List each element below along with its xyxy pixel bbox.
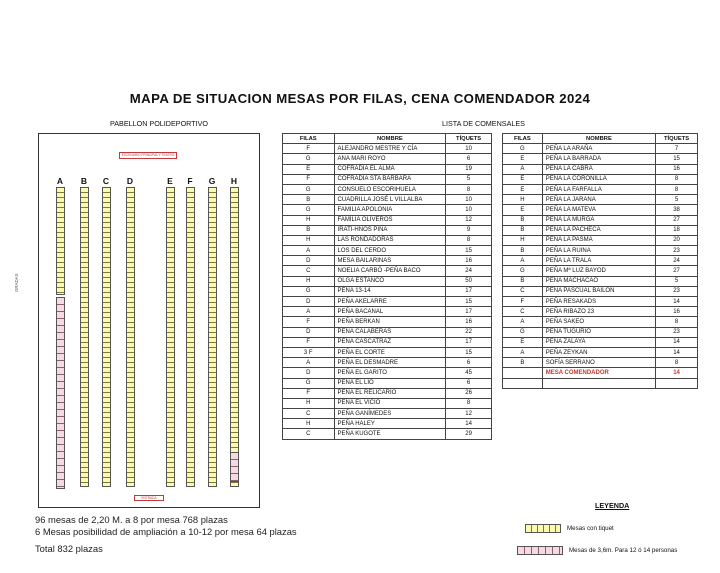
legend-swatch-yellow — [525, 524, 561, 533]
cell-fila: B — [503, 276, 543, 286]
table-row — [503, 174, 698, 184]
table-column-h — [230, 187, 239, 487]
row-letter-a: A — [56, 176, 64, 186]
cell-tiquets: 6 — [446, 358, 492, 368]
cell-nombre: PEÑA BERKAN — [334, 317, 446, 327]
cell-tiquets: 10 — [446, 144, 492, 154]
cell-tiquets: 14 — [656, 337, 698, 347]
header-filas: FILAS — [503, 134, 543, 144]
table-row — [503, 184, 698, 194]
cell-fila: H — [503, 195, 543, 205]
cell-nombre: PEÑA LA PACHECA — [542, 225, 655, 235]
table-row — [503, 144, 698, 154]
table-row — [283, 398, 492, 408]
cell-nombre: FAMILIA APOLONIA — [334, 205, 446, 215]
cell-nombre: PEÑA Mª LUZ BAYOD — [542, 266, 655, 276]
cell-fila: E — [503, 337, 543, 347]
header-tiquets: TÍQUETS — [656, 134, 698, 144]
cell-nombre: ANA MARI ROYO — [334, 154, 446, 164]
cell-nombre: PEÑA LA CABRA — [542, 164, 655, 174]
table-row — [283, 388, 492, 398]
cell-fila: A — [503, 347, 543, 357]
cell-tiquets: 15 — [446, 246, 492, 256]
cell-nombre: NOELIA CARBÓ -PEÑA BACO — [334, 266, 446, 276]
table-row — [503, 358, 698, 368]
table-column-g — [208, 187, 217, 487]
row-letter-g: G — [208, 176, 216, 186]
table-row — [283, 368, 492, 378]
cell-nombre: ALEJANDRO MESTRE Y CÍA — [334, 144, 446, 154]
cell-nombre: PEÑA EL CORTE — [334, 347, 446, 357]
side-label: GRADAS — [14, 273, 19, 292]
cell-tiquets: 27 — [656, 266, 698, 276]
table-row — [283, 429, 492, 439]
cell-fila: C — [283, 409, 335, 419]
cell-tiquets: 8 — [446, 184, 492, 194]
cell-nombre: CONSUELO ESCORIHUELA — [334, 184, 446, 194]
table-row — [283, 276, 492, 286]
table-row — [503, 337, 698, 347]
cell-nombre: SOFÍA SERRANO — [542, 358, 655, 368]
cell-fila: D — [283, 256, 335, 266]
table-row — [503, 256, 698, 266]
table-row — [503, 266, 698, 276]
cell-nombre: PEÑA SAKEO — [542, 317, 655, 327]
table-row — [283, 235, 492, 245]
row-letter-h: H — [230, 176, 238, 186]
cell-nombre: PEÑA HALEY — [334, 419, 446, 429]
table-row — [283, 215, 492, 225]
cell-tiquets: 8 — [656, 358, 698, 368]
page-title: MAPA DE SITUACION MESAS POR FILAS, CENA COMENDADOR 2024 — [129, 91, 591, 106]
legend-item-2: Mesas de 3,6m. Para 12 ó 14 personas — [569, 547, 678, 554]
cell-tiquets: 10 — [446, 195, 492, 205]
cell-nombre: PEÑA GANÍMEDES — [334, 409, 446, 419]
cell-fila: H — [283, 419, 335, 429]
table-row — [283, 225, 492, 235]
list-caption: LISTA DE COMENSALES — [442, 119, 525, 128]
cell-fila: C — [503, 307, 543, 317]
table-row — [503, 286, 698, 296]
cell-tiquets: 15 — [446, 297, 492, 307]
table-row — [503, 378, 698, 388]
cell-tiquets: 24 — [656, 256, 698, 266]
cell-nombre: MESA BAILARINAS — [334, 256, 446, 266]
cell-nombre: MESA COMENDADOR — [542, 368, 655, 378]
cell-nombre: PEÑA RIBAZO 23 — [542, 307, 655, 317]
table-row — [283, 409, 492, 419]
cell-tiquets: 29 — [446, 429, 492, 439]
table-row — [283, 297, 492, 307]
cell-nombre: PEÑA RESAKADS — [542, 297, 655, 307]
table-row — [503, 307, 698, 317]
cell-tiquets: 23 — [656, 246, 698, 256]
cell-nombre: PEÑA EL DESMADRE — [334, 358, 446, 368]
cell-tiquets: 27 — [656, 215, 698, 225]
table-row — [283, 286, 492, 296]
table-row — [503, 276, 698, 286]
row-letter-d: D — [126, 176, 134, 186]
cell-tiquets: 8 — [446, 235, 492, 245]
stage-box: ESCENARIO PRINCIPAL Y TEATRO — [119, 152, 177, 159]
cell-fila: F — [283, 144, 335, 154]
cell-tiquets: 16 — [656, 307, 698, 317]
cell-fila: H — [283, 235, 335, 245]
cell-nombre: PEÑA EL VICIO — [334, 398, 446, 408]
cell-nombre: FAMILIA OLIVEROS — [334, 215, 446, 225]
row-letter-b: B — [80, 176, 88, 186]
cell-tiquets: 38 — [656, 205, 698, 215]
summary-line-3: Total 832 plazas — [35, 543, 103, 554]
cell-nombre: PEÑA LA CORONILLA — [542, 174, 655, 184]
table-row — [283, 184, 492, 194]
cell-fila: H — [283, 215, 335, 225]
cell-tiquets: 7 — [656, 144, 698, 154]
cell-tiquets: 23 — [656, 286, 698, 296]
cell-tiquets: 8 — [656, 174, 698, 184]
cell-tiquets: 16 — [446, 317, 492, 327]
cell-nombre: PEÑA CALABERAS — [334, 327, 446, 337]
table-row — [283, 327, 492, 337]
cell-tiquets: 50 — [446, 276, 492, 286]
table-row — [283, 174, 492, 184]
guest-table-2 — [502, 133, 698, 389]
table-row — [283, 246, 492, 256]
cell-tiquets: 18 — [656, 225, 698, 235]
table-row — [283, 164, 492, 174]
cell-nombre: IRATI-HNOS PINA — [334, 225, 446, 235]
cell-fila: C — [283, 266, 335, 276]
cell-tiquets — [656, 378, 698, 388]
legend — [511, 500, 707, 570]
cell-tiquets: 20 — [656, 235, 698, 245]
table-row — [283, 337, 492, 347]
table-row — [503, 327, 698, 337]
cell-tiquets: 6 — [446, 154, 492, 164]
cell-fila: F — [503, 297, 543, 307]
cell-nombre: PEÑA LA FARFALLA — [542, 184, 655, 194]
cell-fila: F — [283, 174, 335, 184]
cell-nombre: PEÑA EL LÍO — [334, 378, 446, 388]
cell-fila: G — [503, 327, 543, 337]
table-row — [283, 419, 492, 429]
table-row — [283, 266, 492, 276]
cell-tiquets: 8 — [656, 184, 698, 194]
cell-tiquets: 26 — [446, 388, 492, 398]
cell-nombre: PEÑA EL GARITO — [334, 368, 446, 378]
cell-fila: E — [503, 184, 543, 194]
cell-tiquets: 14 — [656, 347, 698, 357]
table-row — [503, 246, 698, 256]
cell-fila: G — [283, 378, 335, 388]
extended-tables-h — [230, 452, 239, 482]
cell-fila: G — [283, 184, 335, 194]
row-letter-f: F — [187, 176, 193, 186]
table-row — [503, 225, 698, 235]
cell-fila: H — [283, 276, 335, 286]
table-row — [283, 256, 492, 266]
cell-tiquets: 8 — [656, 317, 698, 327]
table-row — [283, 317, 492, 327]
cell-nombre: PEÑA LA RUINA — [542, 246, 655, 256]
cell-fila: B — [283, 225, 335, 235]
plan-caption: PABELLON POLIDEPORTIVO — [110, 119, 208, 128]
cell-fila: A — [503, 256, 543, 266]
cell-nombre: PEÑA LA JARANA — [542, 195, 655, 205]
cell-nombre — [542, 378, 655, 388]
cell-fila: D — [283, 327, 335, 337]
cell-nombre: PEÑA EL RELICARIO — [334, 388, 446, 398]
cell-nombre: PEÑA LA ARAÑA — [542, 144, 655, 154]
cell-tiquets: 16 — [446, 256, 492, 266]
cell-tiquets: 5 — [446, 174, 492, 184]
cell-fila: A — [503, 164, 543, 174]
cell-nombre: COFRADÍA EL ALMA — [334, 164, 446, 174]
cell-nombre: PEÑA KUGOTE — [334, 429, 446, 439]
cell-tiquets: 8 — [446, 398, 492, 408]
cell-fila: G — [283, 286, 335, 296]
cell-fila: D — [283, 368, 335, 378]
cell-nombre: PEÑA MACHACAO — [542, 276, 655, 286]
table-header-row — [503, 134, 698, 144]
table-row — [283, 358, 492, 368]
table-column-c — [102, 187, 111, 487]
cell-fila: F — [283, 317, 335, 327]
header-tiquets: TÍQUETS — [446, 134, 492, 144]
cell-nombre: LOS DEL CERDO — [334, 246, 446, 256]
table-row — [283, 205, 492, 215]
cell-tiquets: 6 — [446, 378, 492, 388]
table-row — [503, 195, 698, 205]
cell-tiquets: 5 — [656, 195, 698, 205]
cell-tiquets: 14 — [656, 368, 698, 378]
cell-nombre: COFRADÍA STA BÁRBARA — [334, 174, 446, 184]
table-row — [503, 154, 698, 164]
row-letter-e: E — [167, 176, 173, 186]
cell-tiquets: 15 — [446, 347, 492, 357]
header-filas: FILAS — [283, 134, 335, 144]
cell-fila — [503, 368, 543, 378]
cell-fila: E — [283, 164, 335, 174]
cell-fila: A — [283, 246, 335, 256]
table-row — [283, 144, 492, 154]
cell-fila: C — [503, 286, 543, 296]
cell-fila: G — [503, 144, 543, 154]
table-row — [503, 205, 698, 215]
table-column-b — [80, 187, 89, 487]
table-row — [283, 378, 492, 388]
cell-tiquets: 10 — [446, 205, 492, 215]
table-column-d — [126, 187, 135, 487]
cell-tiquets: 17 — [446, 286, 492, 296]
cell-fila: E — [503, 154, 543, 164]
guest-table-1 — [282, 133, 492, 440]
table-row — [283, 307, 492, 317]
cell-fila: F — [283, 337, 335, 347]
cell-tiquets: 14 — [446, 419, 492, 429]
cell-nombre: PEÑA LA PASMA — [542, 235, 655, 245]
floor-plan — [38, 133, 260, 508]
table-row — [503, 215, 698, 225]
cell-nombre: LAS RONDADORAS — [334, 235, 446, 245]
cell-fila: E — [503, 174, 543, 184]
cell-fila: D — [283, 297, 335, 307]
cell-nombre: PEÑA LA MATEVA — [542, 205, 655, 215]
cell-fila: C — [283, 429, 335, 439]
cell-fila: B — [283, 195, 335, 205]
cell-tiquets: 23 — [656, 327, 698, 337]
cell-fila: 3 F — [283, 347, 335, 357]
extended-tables-a — [56, 297, 65, 489]
table-row — [283, 154, 492, 164]
cell-fila: G — [283, 154, 335, 164]
entrance-box: ENTRADA — [134, 495, 164, 501]
cell-tiquets: 17 — [446, 337, 492, 347]
cell-tiquets: 16 — [656, 164, 698, 174]
legend-item-1: Mesas con tiquet — [567, 525, 614, 532]
table-row — [503, 235, 698, 245]
cell-fila: H — [283, 398, 335, 408]
table-row — [503, 297, 698, 307]
cell-fila: B — [503, 246, 543, 256]
cell-tiquets: 17 — [446, 307, 492, 317]
cell-nombre: PEÑA ZALAYA — [542, 337, 655, 347]
cell-tiquets: 9 — [446, 225, 492, 235]
table-row — [503, 164, 698, 174]
cell-fila: B — [503, 225, 543, 235]
table-row — [283, 347, 492, 357]
cell-fila: H — [503, 235, 543, 245]
table-row — [503, 368, 698, 378]
cell-nombre: OLGA ESTANCO — [334, 276, 446, 286]
cell-fila: G — [283, 205, 335, 215]
cell-fila: F — [283, 388, 335, 398]
header-nombre: NOMBRE — [334, 134, 446, 144]
cell-tiquets: 5 — [656, 276, 698, 286]
table-row — [503, 347, 698, 357]
cell-tiquets: 15 — [656, 154, 698, 164]
cell-tiquets: 14 — [656, 297, 698, 307]
cell-tiquets: 12 — [446, 215, 492, 225]
cell-tiquets: 45 — [446, 368, 492, 378]
header-nombre: NOMBRE — [542, 134, 655, 144]
cell-fila — [503, 378, 543, 388]
cell-nombre: PEÑA ZEYKAN — [542, 347, 655, 357]
cell-nombre: PEÑA LA BARRADA — [542, 154, 655, 164]
cell-fila: B — [503, 358, 543, 368]
summary-line-2: 6 Mesas posibilidad de ampliación a 10-12 por mesa 64 plazas — [35, 526, 297, 537]
cell-fila: E — [503, 205, 543, 215]
cell-nombre: PEÑA CASCATRAZ — [334, 337, 446, 347]
table-column-a — [56, 187, 65, 295]
cell-fila: G — [503, 266, 543, 276]
cell-fila: A — [503, 317, 543, 327]
table-column-f — [186, 187, 195, 487]
cell-fila: A — [283, 307, 335, 317]
cell-nombre: PEÑA PASCUAL BAILÓN — [542, 286, 655, 296]
cell-tiquets: 24 — [446, 266, 492, 276]
row-letter-c: C — [102, 176, 110, 186]
cell-tiquets: 12 — [446, 409, 492, 419]
legend-swatch-pink — [517, 546, 563, 555]
cell-fila: A — [283, 358, 335, 368]
table-column-e — [166, 187, 175, 487]
table-row — [503, 317, 698, 327]
cell-nombre: PEÑA TUGURIO — [542, 327, 655, 337]
table-header-row — [283, 134, 492, 144]
summary-line-1: 96 mesas de 2,20 M. a 8 por mesa 768 plazas — [35, 514, 228, 525]
cell-nombre: PEÑA LA TRALA — [542, 256, 655, 266]
cell-tiquets: 19 — [446, 164, 492, 174]
cell-nombre: CUADRILLA JOSÉ L VILLALBA — [334, 195, 446, 205]
cell-tiquets: 22 — [446, 327, 492, 337]
legend-title: LEYENDA — [595, 501, 630, 510]
cell-fila: B — [503, 215, 543, 225]
cell-nombre: PEÑA LA MURGA — [542, 215, 655, 225]
cell-nombre: PEÑA BACANAL — [334, 307, 446, 317]
cell-nombre: PEÑA AKELARRE — [334, 297, 446, 307]
cell-nombre: PEÑA 13-14 — [334, 286, 446, 296]
table-row — [283, 195, 492, 205]
